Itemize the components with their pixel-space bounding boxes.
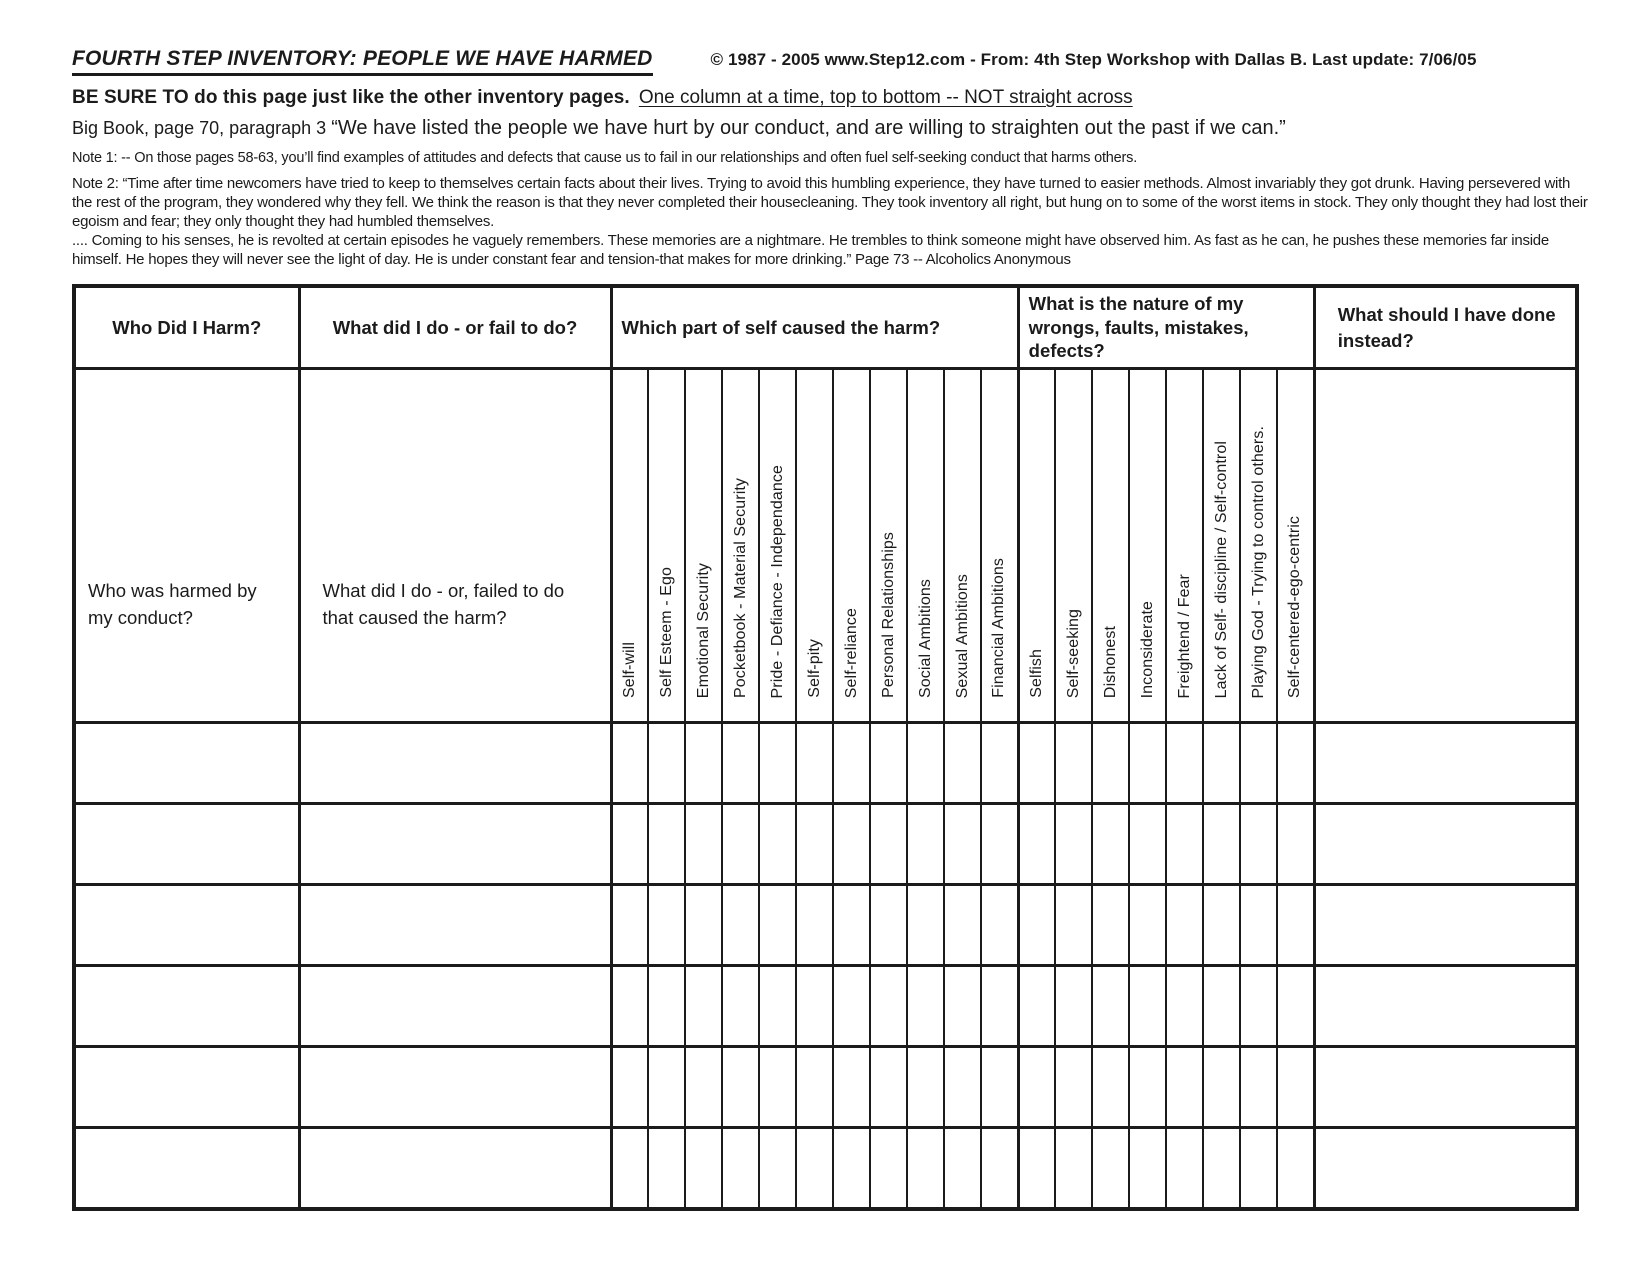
entry-cell-check	[1092, 804, 1129, 885]
entry-cell-check	[1129, 885, 1166, 966]
entry-cell-check	[648, 804, 685, 885]
entry-cell-check	[722, 1128, 759, 1209]
instruction-underlined: One column at a time, top to bottom -- NOT straight across	[638, 87, 1133, 108]
col-header-instead: What should I have done instead?	[1314, 286, 1577, 369]
entry-cell-check	[944, 966, 981, 1047]
entry-cell-instead	[1314, 1047, 1577, 1128]
entry-cell-check	[1018, 804, 1055, 885]
vertical-label: Dishonest	[1101, 625, 1119, 699]
entry-row	[74, 723, 1577, 804]
vertical-label: Personal Relationships	[879, 532, 897, 699]
entry-cell-check	[1203, 723, 1240, 804]
entry-cell-check	[1092, 966, 1129, 1047]
subheader-what-text: What did I do - or, failed to do that caused the harm?	[322, 580, 565, 628]
entry-cell-check	[1166, 723, 1203, 804]
page-title: FOURTH STEP INVENTORY: PEOPLE WE HAVE HARMED	[72, 46, 653, 76]
entry-cell-check	[833, 1128, 870, 1209]
entry-cell-check	[833, 885, 870, 966]
entry-cell-check	[1240, 1047, 1277, 1128]
entry-cell-check	[1166, 1047, 1203, 1128]
entry-cell-check	[907, 1047, 944, 1128]
vertical-label: Self-centered-ego-centric	[1286, 515, 1304, 699]
entry-cell-check	[944, 885, 981, 966]
entry-cell-check	[1240, 1128, 1277, 1209]
entry-cell-check	[722, 804, 759, 885]
entry-cell-what	[299, 1128, 611, 1209]
vertical-label-cell	[1092, 369, 1129, 723]
entry-cell-check	[1240, 723, 1277, 804]
entry-cell-check	[1277, 885, 1314, 966]
entry-cell-check	[981, 885, 1018, 966]
vertical-label-cell	[1277, 369, 1314, 723]
entry-cell-check	[981, 723, 1018, 804]
entry-cell-check	[870, 723, 907, 804]
entry-row	[74, 1128, 1577, 1209]
entry-cell-check	[1240, 804, 1277, 885]
instruction-bold: BE SURE TO do this page just like the other inventory pages.	[72, 87, 630, 108]
entry-cell-check	[833, 966, 870, 1047]
entry-cell-check	[685, 1047, 722, 1128]
entry-cell-check	[1055, 723, 1092, 804]
subheader-what-cell	[299, 369, 611, 723]
col-header-who: Who Did I Harm?	[74, 286, 299, 369]
entry-cell-check	[611, 723, 648, 804]
vertical-label-cell	[1018, 369, 1055, 723]
entry-cell-check	[1129, 804, 1166, 885]
bigbook-line	[72, 117, 1591, 140]
entry-row	[74, 1047, 1577, 1128]
entry-cell-check	[870, 804, 907, 885]
vertical-label-cell	[833, 369, 870, 723]
vertical-label: Pride - Defiance - Independance	[768, 464, 786, 699]
entry-cell-check	[907, 966, 944, 1047]
entry-cell-who	[74, 804, 299, 885]
entry-cell-instead	[1314, 804, 1577, 885]
entry-cell-check	[1277, 1128, 1314, 1209]
entry-cell-check	[722, 885, 759, 966]
entry-cell-check	[759, 1128, 796, 1209]
entry-cell-check	[1129, 723, 1166, 804]
entry-cell-check	[611, 1128, 648, 1209]
entry-cell-check	[1240, 885, 1277, 966]
entry-cell-check	[1018, 966, 1055, 1047]
vertical-label-cell	[1240, 369, 1277, 723]
entry-cell-check	[870, 885, 907, 966]
entry-cell-who	[74, 966, 299, 1047]
vertical-label-cell	[1129, 369, 1166, 723]
entry-cell-check	[796, 885, 833, 966]
vertical-label: Freightend / Fear	[1175, 573, 1193, 699]
entry-cell-instead	[1314, 885, 1577, 966]
entry-cell-check	[648, 1128, 685, 1209]
entry-cell-check	[1055, 804, 1092, 885]
entry-cell-check	[1277, 966, 1314, 1047]
entry-cell-check	[1166, 966, 1203, 1047]
entry-cell-check	[981, 1128, 1018, 1209]
entry-cell-check	[685, 966, 722, 1047]
vertical-label: Social Ambitions	[916, 579, 934, 699]
entry-cell-check	[907, 885, 944, 966]
vertical-label-cell	[611, 369, 648, 723]
entry-cell-who	[74, 1047, 299, 1128]
subheader-instead-empty	[1314, 369, 1577, 723]
entry-cell-check	[1092, 1047, 1129, 1128]
header-row	[74, 286, 1577, 369]
entry-cell-check	[685, 804, 722, 885]
entry-cell-what	[299, 885, 611, 966]
vertical-label-cell	[759, 369, 796, 723]
vertical-label: Self Esteem - Ego	[657, 567, 675, 699]
entry-cell-check	[1129, 1047, 1166, 1128]
entry-cell-check	[796, 1128, 833, 1209]
vertical-label-cell	[1203, 369, 1240, 723]
entry-cell-check	[870, 1047, 907, 1128]
entry-cell-instead	[1314, 966, 1577, 1047]
entry-cell-check	[1277, 723, 1314, 804]
entry-cell-check	[907, 723, 944, 804]
entry-cell-check	[833, 1047, 870, 1128]
vertical-label-cell	[981, 369, 1018, 723]
entry-cell-check	[685, 1128, 722, 1209]
vertical-label: Playing God - Trying to control others.	[1249, 425, 1267, 699]
entry-cell-check	[907, 1128, 944, 1209]
subheader-who-text: Who was harmed by my conduct?	[88, 580, 257, 628]
vertical-label-cell	[648, 369, 685, 723]
entry-cell-check	[1055, 1047, 1092, 1128]
vertical-label-cell	[870, 369, 907, 723]
entry-cell-check	[944, 804, 981, 885]
entry-cell-check	[1240, 966, 1277, 1047]
entry-cell-check	[1018, 1047, 1055, 1128]
entry-cell-check	[722, 1047, 759, 1128]
entry-cell-check	[1203, 804, 1240, 885]
entry-cell-check	[796, 723, 833, 804]
entry-cell-check	[611, 804, 648, 885]
entry-row	[74, 804, 1577, 885]
entry-cell-check	[648, 885, 685, 966]
col-header-what: What did I do - or fail to do?	[299, 286, 611, 369]
entry-cell-check	[981, 804, 1018, 885]
entry-cell-what	[299, 723, 611, 804]
subheader-who-cell	[74, 369, 299, 723]
entry-cell-check	[1092, 885, 1129, 966]
vertical-label: Lack of Self- discipline / Self-control	[1212, 440, 1230, 699]
bigbook-quote: “We have listed the people we have hurt by our conduct, and are willing to straighten out the past if we can.”	[331, 117, 1286, 139]
vertical-label-cell	[796, 369, 833, 723]
entry-cell-who	[74, 885, 299, 966]
entry-cell-check	[685, 723, 722, 804]
entry-cell-check	[944, 723, 981, 804]
entry-cell-check	[796, 966, 833, 1047]
note2-paragraph-1: Note 2: “Time after time newcomers have tried to keep to themselves certain facts about their lives. Trying to avoid this humbling experience, they have turned to easier methods. Almost invariably they got drunk. Having persevered with the rest of the program, they wondered why they fell. We think the reason is that they never completed their housecleaning. They took inventory all right, but hung on to some of the worst items in stock. They only thought they had lost their egoism and fear; they only thought they had humbled themselves.	[72, 175, 1588, 230]
vertical-label-cell	[722, 369, 759, 723]
bigbook-reference: Big Book, page 70, paragraph 3	[72, 118, 332, 138]
entry-row	[74, 885, 1577, 966]
vertical-label: Emotional Security	[694, 562, 712, 699]
entry-cell-check	[1277, 1047, 1314, 1128]
entry-cell-check	[611, 885, 648, 966]
title-row	[72, 46, 1591, 76]
vertical-label-cell	[1166, 369, 1203, 723]
subheader-row	[74, 369, 1577, 723]
entry-cell-what	[299, 966, 611, 1047]
vertical-label-cell	[907, 369, 944, 723]
entry-cell-check	[611, 966, 648, 1047]
entry-cell-check	[1055, 1128, 1092, 1209]
entry-cell-what	[299, 1047, 611, 1128]
entry-cell-check	[1092, 1128, 1129, 1209]
entry-cell-check	[648, 1047, 685, 1128]
group2-header: What is the nature of my wrongs, faults, mistakes, defects?	[1018, 286, 1314, 369]
entry-cell-check	[1166, 804, 1203, 885]
note2	[72, 174, 1591, 269]
entry-cell-check	[1018, 1128, 1055, 1209]
entry-cell-check	[870, 966, 907, 1047]
entry-cell-check	[1055, 885, 1092, 966]
group1-header: Which part of self caused the harm?	[611, 286, 1018, 369]
entry-cell-check	[1129, 966, 1166, 1047]
table-body	[74, 369, 1577, 1209]
entry-cell-check	[870, 1128, 907, 1209]
entry-cell-check	[722, 966, 759, 1047]
entry-cell-who	[74, 1128, 299, 1209]
entry-cell-check	[648, 723, 685, 804]
entry-cell-check	[944, 1047, 981, 1128]
vertical-label: Sexual Ambitions	[953, 573, 971, 699]
entry-cell-what	[299, 804, 611, 885]
vertical-label: Financial Ambitions	[990, 558, 1008, 699]
entry-cell-check	[759, 1047, 796, 1128]
vertical-label: Self-pity	[805, 639, 823, 699]
instruction-line	[72, 87, 1591, 109]
vertical-label: Self-reliance	[842, 607, 860, 699]
entry-cell-check	[1018, 885, 1055, 966]
entry-cell-check	[981, 1047, 1018, 1128]
entry-cell-who	[74, 723, 299, 804]
vertical-label: Inconsiderate	[1138, 600, 1156, 699]
inventory-table	[72, 284, 1579, 1211]
entry-cell-check	[1166, 885, 1203, 966]
entry-cell-instead	[1314, 1128, 1577, 1209]
entry-cell-check	[1203, 966, 1240, 1047]
vertical-label: Pocketbook - Material Security	[731, 478, 749, 699]
vertical-label: Self-will	[620, 641, 638, 699]
entry-cell-check	[944, 1128, 981, 1209]
entry-cell-check	[796, 804, 833, 885]
entry-cell-check	[1277, 804, 1314, 885]
vertical-label: Selfish	[1027, 649, 1045, 699]
vertical-label-cell	[1055, 369, 1092, 723]
vertical-label: Self-seeking	[1064, 608, 1082, 699]
entry-cell-check	[759, 804, 796, 885]
entry-cell-check	[759, 966, 796, 1047]
entry-cell-check	[907, 804, 944, 885]
entry-cell-check	[685, 885, 722, 966]
entry-cell-check	[759, 723, 796, 804]
entry-cell-check	[1018, 723, 1055, 804]
entry-cell-check	[1203, 885, 1240, 966]
entry-cell-check	[1055, 966, 1092, 1047]
entry-cell-check	[981, 966, 1018, 1047]
entry-cell-check	[1203, 1128, 1240, 1209]
entry-cell-check	[1203, 1047, 1240, 1128]
entry-cell-check	[1166, 1128, 1203, 1209]
entry-cell-check	[722, 723, 759, 804]
entry-cell-check	[1092, 723, 1129, 804]
copyright-text: © 1987 - 2005 www.Step12.com - From: 4th Step Workshop with Dallas B. Last update: 7/06/05	[710, 50, 1477, 69]
entry-cell-check	[611, 1047, 648, 1128]
entry-cell-check	[759, 885, 796, 966]
entry-cell-check	[648, 966, 685, 1047]
entry-row	[74, 966, 1577, 1047]
note2-paragraph-2: .... Coming to his senses, he is revolted at certain episodes he vaguely remembers. These memories are a nightmare. He trembles to think someone might have observed him. As fast as he can, he pushes these memories far inside himself. He hopes they will never see the light of day. He is under constant fear and tension-that makes for more drinking.” Page 73 -- Alcoholics Anonymous	[72, 232, 1549, 268]
entry-cell-instead	[1314, 723, 1577, 804]
entry-cell-check	[1129, 1128, 1166, 1209]
entry-cell-check	[833, 723, 870, 804]
entry-cell-check	[796, 1047, 833, 1128]
entry-cell-check	[833, 804, 870, 885]
vertical-label-cell	[944, 369, 981, 723]
vertical-label-cell	[685, 369, 722, 723]
note1: Note 1: -- On those pages 58-63, you’ll find examples of attitudes and defects that cause us to fail in our relationships and often fuel self-seeking conduct that harms others.	[72, 150, 1138, 166]
